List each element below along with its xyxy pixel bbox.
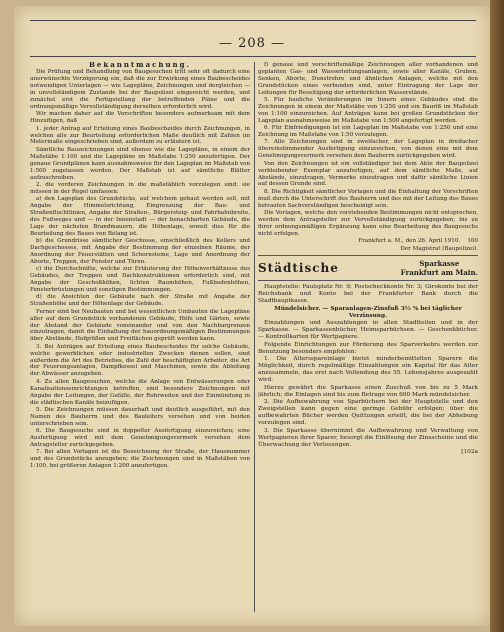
paragraph: 2. die vorderen Zeichnungen in die maßstäblich vorzulegen sind: sie müssen in der Regel umfassen: (30, 181, 250, 195)
ad-title-middle (401, 259, 478, 277)
ad-paragraph: 2. Die Aufbewahrung von Sparbüchern bei der Hauptstelle und den Zweigstellen kann gegen eine geringe Gebühr erfolgen; über die aufbewahrten Bücher werden Quittungen erteilt, die bei der Abhebung vorzulegen sind. (258, 399, 478, 427)
page-number: — 208 — (218, 36, 286, 51)
paragraph: d) die Ansichten der Gebäude nach der Straße mit Angabe der Straßenhöhe und der Höhenlage der Gebäude. (30, 294, 250, 308)
header-divider (30, 56, 476, 57)
paragraph: 4. Zu allen Baugesuchen, welche die Anlage von Entwässerungen oder Kanalisationseinrichtungen betreffen, sind besondere Zeichnungen mit Angabe der Leitungen, der Gefälle, der Rohrweiten und der Einmündung in die städtischen Kanäle beizufügen. (30, 378, 250, 406)
paragraph: Die Vorlagen, welche den vorstehenden Bestimmungen nicht entsprechen, werden dem Antragsteller zur Vervollständigung zurückgegeben; bis zu ihrer ordnungsmäßigen Ergänzung kann eine Bearbeitung des Baugesuchs nicht erfolgen. (258, 210, 478, 237)
paragraph: c) die Durchschnitte, welche zur Erläuterung der Höhenverhältnisse des Gebäudes, der Treppen und Dachkonstruktionen erforderlich sind, mit Angabe der Geschoßhöhen, lichten Raumhöhen, Fußbodenhöhen, Fensterbrüstungen und sonstigen Bestimmungen. (30, 266, 250, 293)
announcement-heading: Bekanntmachung. (89, 62, 191, 69)
ad-paragraph: Hierzu gewährt die Sparkasse einen Zuschuß von bis zu 5 Mark jährlich; die Einlagen sind bis zum Betrage von 600 Mark mündelsicher. (258, 384, 478, 398)
right-column (258, 62, 478, 618)
paragraph: 5. Die Zeichnungen müssen dauerhaft und deutlich ausgeführt, mit den Namen des Bauherrn und des Bauleiters versehen und von beiden unterschrieben sein. (30, 406, 250, 427)
ad-title-line1: Sparkasse (419, 259, 460, 269)
paragraph: b) die Grundrisse sämtlicher Geschosse, einschließlich des Kellers und Dachgeschosses, mit Angabe der Bestimmung der einzelnen Räume, der Anordnung der Feuerstätten und Schornsteine, Lage und Anordnung der Aborte, Treppen, der Fenster und Türen. (30, 238, 250, 265)
signoff-ref: 100 (467, 238, 478, 245)
header-rule (30, 20, 476, 21)
paragraph: Sämtliche Bauzeichnungen sind ebenso wie die Lagepläne, in einem der Maßstäbe 1:100 und die Lagepläne im Maßstabe 1:250 anzufertigen. Der genaue Grundplänen kann ausnahmsweise für den Lageplan im Maßstab von 1:500 zugelassen werden. Der Maßstab ist auf sämtliche Blätter aufzuschreiben. (30, 146, 250, 181)
paragraph: Ferner sind bei Neubauten und bei wesentlichen Umbauten die Lagepläne aller auf dem Grundstück vorhandenen Gebäude, Höfe und Gärten, sowie der Abstand der Gebäude voneinander und von den Nachbargrenzen einzutragen, damit die Einhaltung der bauordnungsmäßigen Bestimmungen über Abstände, Hofgrößen und Freiflächen geprüft werden kann. (30, 308, 250, 343)
paragraph: 1. jeder Antrag auf Erteilung eines Baubescheides durch Zeichnungen, in welchen alle zur Beurteilung erforderlichen Maße deutlich mit Zahlen im Metermaße eingeschrieben sind, außerdem zu erläutern ist. (30, 125, 250, 146)
paragraph: 7. Alle Zeichnungen sind in zweifacher, der Lageplan in dreifacher übereinstimmender Ausfertigung einzureichen, von denen eine mit dem Genehmigungsvermerk versehen dem Bauherrn zurückgegeben wird. (258, 139, 478, 160)
signoff-place-date: Frankfurt a. M., den 26. April 1910. (358, 238, 461, 245)
section-rule (258, 255, 478, 256)
sparkasse-ad-body (258, 284, 478, 456)
ad-prefix: Städtische (258, 261, 339, 276)
paragraph: 5. Für bauliche Veränderungen im Innern eines Gebäudes sind die Zeichnungen in einem der Maßstäbe von 1:250 und ein Bauriß im Maßstab von 1:100 einzureichen. Auf Anträgen kann bei großen Grundstücken der Lageplan ausnahmsweise im Maßstabe von 1:500 angefertigt werden. (258, 97, 478, 124)
book-gutter (490, 0, 504, 632)
paragraph: f) genaue und vorschriftsmäßige Zeichnungen aller vorhandenen und geplanten Gas- und Wasserleitungsanlagen, sowie aller Kanäle, Gruben, Senken, Aborte, Dunstrohre und ähnlichen Anlagen, welche mit den Grundstücken eines verbunden sind, unter Eintragung der Lage der Leitungen für Beseitigung der erforderlichen Wasserstände. (258, 62, 478, 96)
paragraph: Von den Zeichnungen ist ein vollständiger bei dem Akte der Baupolizei verbleibender Exemplar anzufertigen, auf dem sämtliche Maße, auf Abstände, einzutragen, Vermerke einzutragen und dafür sämtliche Linien auf dessen Grunde sind. (258, 160, 478, 188)
signoff-line (258, 238, 478, 245)
ad-paragraph: Einzahlungen und Auszahlungen in allen Stadtteilen und in der Sparkasse. — Sparkassenbücher, Heimsparbüchsen. — Geschenkbücher. — Kontrollkarten für Wertpapiere. (258, 320, 478, 341)
paragraph: 6. Die Baugesuche sind in doppelter Ausfertigung einzureichen; eine Ausfertigung wird mit dem Genehmigungsvermerk versehen dem Antragsteller zurückgegeben. (30, 428, 250, 448)
paragraph: 8. Die Richtigkeit sämtlicher Vorlagen und die Einhaltung der Vorschriften muß durch die Unterschrift des Bauherrn und des mit der Leitung des Baues betrauten Sachverständigen bescheinigt sein. (258, 188, 478, 209)
sparkasse-ad-title (258, 259, 478, 277)
section-rule (258, 280, 478, 281)
signoff-authority: Der Magistrat (Baupolizei). (400, 245, 478, 252)
left-column (30, 62, 250, 618)
ad-paragraph: 1. Die Altersspareinlage bietet minderbemittelten Sparern die Möglichkeit, durch regelmäßige Einzahlungen ein Kapital für das Alter anzusammeln, das erst nach Vollendung des 55. Lebensjahres ausgezahlt wird. (258, 356, 478, 384)
ad-ref: [102a (461, 449, 478, 456)
ad-paragraph: Hauptstelle: Paulsplatz Nr. 9; Postscheckkonto Nr. 3; Girokonto bei der Reichsbank und Konto bei der Frankfurter Bank durch die Stadthauptkasse. (258, 284, 478, 305)
paragraph: 3. Bei Anträgen auf Erteilung eines Baubescheides für solche Gebäude, welche gewerblichen oder industriellen Zwecken dienen sollen, sind außerdem die Art des Betriebes, die Zahl der beschäftigten Arbeiter, die Art der Feuerungsanlagen, Dampfkessel und Maschinen, sowie die Ableitung der Abwässer anzugeben. (30, 343, 250, 378)
column-divider (254, 62, 255, 612)
paragraph: 7. Bei allen Vorlagen ist die Bezeichnung der Straße, der Hausnummer und des Grundstücks anzugeben; die Zeichnungen sind in Maßstäben von 1:100, bei größeren Anlagen 1:200 anzufertigen. (30, 449, 250, 470)
document-page (14, 6, 490, 626)
paragraph: a) den Lageplan des Grundstücks, auf welchem gebaut werden soll, mit Angabe der Himmelsrichtung, Eingrenzung der Bau- und Straßenfluchtlinien, Angabe der Straßen-, Bürgersteig- und Fahrbahnbreite, des Fußweges und — in der Innenstadt — der benachbarten Gebäude, die Lage der nächsten Brandmauern, die Höhenlage, soweit dies für die Beurteilung des Baues von Belang ist. (30, 196, 250, 237)
ad-title-line2: Frankfurt am Main. (400, 268, 478, 278)
paragraph: 6. Für Einfriedigungen ist ein Lageplan im Maßstabe von 1:250 und eine Zeichnung im Maßstabe von 1:50 vorzulegen. (258, 125, 478, 139)
paragraph: Wir machen daher auf die Vorschriften besonders aufmerksam mit dem Hinzufügen, daß (30, 111, 250, 125)
ad-paragraph: Mündelsicher. — Sparanlagen-Zinsfuß 3½ % bei täglicher Verzinsung. (274, 305, 462, 319)
ad-paragraph: 3. Die Sparkasse übernimmt die Aufbewahrung und Verwaltung von Wertpapieren ihrer Sparer, besorgt die Einlösung der Zinsscheine und die Überwachung der Verlosungen. (258, 427, 478, 448)
ad-paragraph: Folgende Einrichtungen zur Förderung des Sparverkehrs werden zur Benutzung besonders empfohlen: (258, 341, 478, 355)
paragraph: Die Prüfung und Behandlung von Baugesuchen tritt sehr oft dadurch eine unerwünschte Verzögerung ein, daß die zur Erwirkung eines Baubescheides notwendigen Unterlagen — wie Lagepläne, Zeichnungen und dergleichen — in unvollständigem Zustande bei der Baupolizei eingereicht werden, und zunächst erst die Fertigstellung der betreffenden Pläne und die ordnungsmäßige Vervollständigung derselben erforderlich wird. (30, 69, 250, 110)
